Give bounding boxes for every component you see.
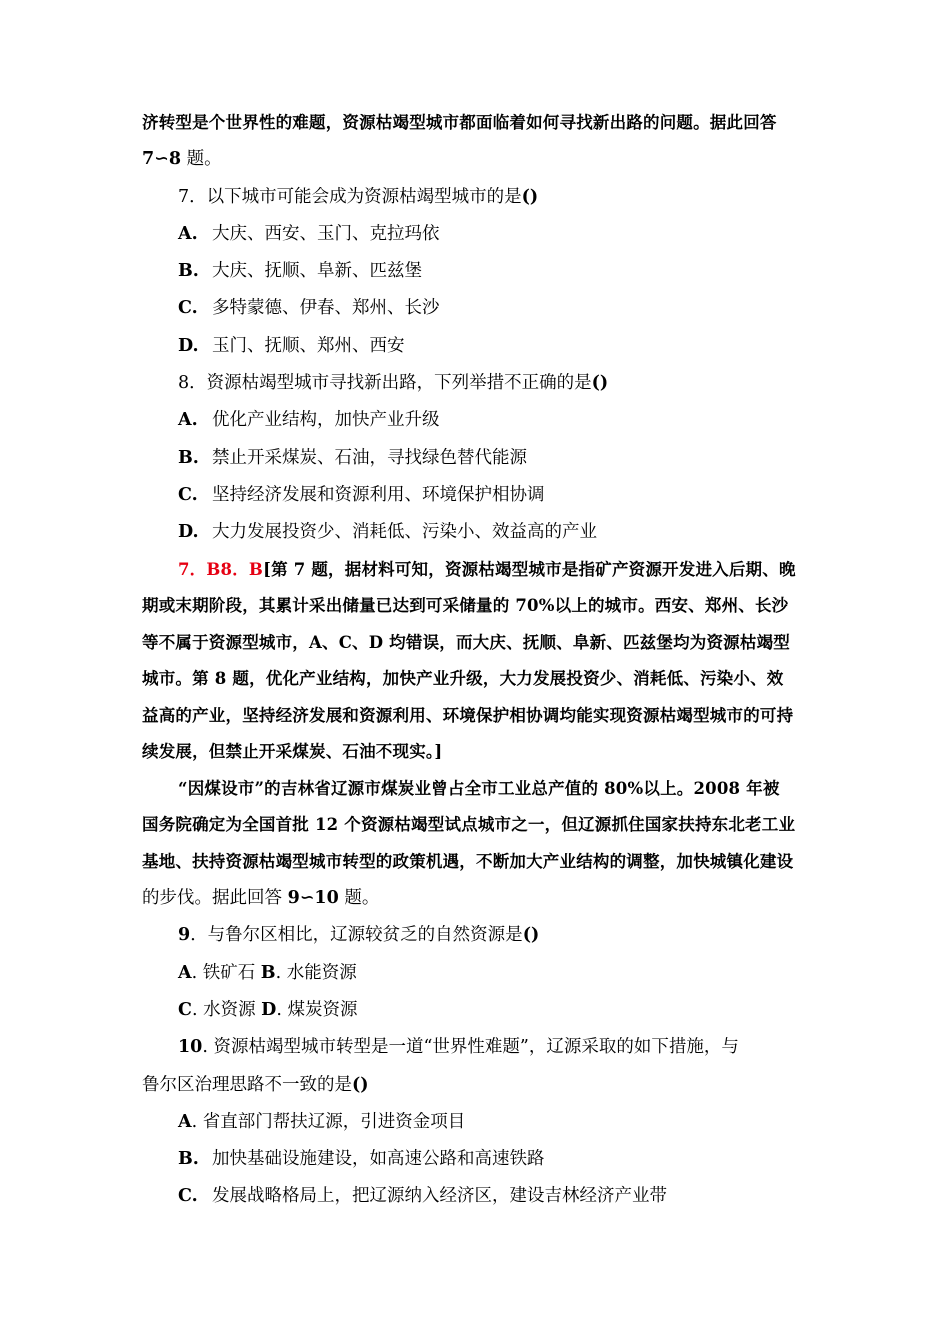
option-text: 大力发展投资少、消耗低、污染小、效益高的产业 xyxy=(212,522,597,543)
option-label: D. xyxy=(178,522,199,543)
question-9-number: 9 xyxy=(178,925,191,946)
q8-option-c xyxy=(142,477,812,514)
intro-question-range: 7∽8 xyxy=(142,149,182,170)
question-8-number: 8 xyxy=(178,373,190,394)
option-label: D xyxy=(261,999,277,1020)
option-label: C. xyxy=(178,484,198,505)
question-8-paren: () xyxy=(591,373,609,394)
option-text: . 省直部门帮扶辽源，引进资金项目 xyxy=(191,1111,466,1132)
q7-option-c xyxy=(142,290,812,327)
answer-7-8-line-3: 等不属于资源型城市，A、C、D 均错误，而大庆、抚顺、阜新、匹兹堡均为资源枯竭型 xyxy=(142,632,790,652)
option-text: . 煤炭资源 xyxy=(276,999,358,1020)
question-10-stem-cont: 鲁尔区治理思路不一致的是 xyxy=(142,1074,352,1095)
intro-suffix: 题。 xyxy=(181,149,222,170)
option-text: 坚持经济发展和资源利用、环境保护相协调 xyxy=(212,484,545,505)
q9-options-row-2 xyxy=(142,992,812,1029)
intro-line-2 xyxy=(142,141,812,178)
option-text: 发展战略格局上，把辽源纳入经济区，建设吉林经济产业带 xyxy=(212,1186,667,1207)
option-text: . 水能资源 xyxy=(275,962,357,983)
option-label: C. xyxy=(178,1186,198,1207)
option-label: B. xyxy=(178,261,199,282)
option-label: B xyxy=(260,962,276,983)
option-text: 多特蒙德、伊春、郑州、长沙 xyxy=(212,298,440,319)
q7-option-d xyxy=(142,328,812,365)
question-10-line-2 xyxy=(142,1067,812,1104)
q8-option-a xyxy=(142,402,812,439)
option-text: 大庆、抚顺、阜新、匹兹堡 xyxy=(212,261,422,282)
q10-option-b xyxy=(142,1141,812,1178)
question-7-stem: ．以下城市可能会成为资源枯竭型城市的是 xyxy=(189,186,522,207)
q8-option-d xyxy=(142,514,812,551)
question-7-paren: () xyxy=(521,186,539,207)
option-text: 大庆、西安、玉门、克拉玛依 xyxy=(212,223,440,244)
option-label: B. xyxy=(178,1149,199,1170)
option-label: A. xyxy=(178,223,198,244)
passage-2-suffix: 题。 xyxy=(338,888,380,909)
option-text: . 水资源 xyxy=(191,999,262,1020)
question-10-stem: . 资源枯竭型城市转型是一道“世界性难题”，辽源采取的如下措施，与 xyxy=(202,1037,739,1058)
answer-7-8-line-5: 益高的产业，坚持经济发展和资源利用、环境保护相协调均能实现资源枯竭型城市的可持 xyxy=(142,705,794,725)
passage-2-line-4 xyxy=(142,880,812,917)
question-8 xyxy=(142,365,812,402)
q7-option-a xyxy=(142,216,812,253)
q10-option-c xyxy=(142,1178,812,1215)
answer-7-8-line-2: 期或末期阶段，其累计采出储量已达到可采储量的 70%以上的城市。西安、郑州、长沙 xyxy=(142,596,789,616)
passage-2-lead: 的步伐。据此回答 xyxy=(142,888,288,909)
question-9-stem: ．与鲁尔区相比，辽源较贫乏的自然资源是 xyxy=(190,925,523,946)
passage-2-line-1: “因煤设市”的吉林省辽源市煤炭业曾占全市工业总产值的 80%以上。2008 年被 xyxy=(178,778,780,798)
q7-option-b xyxy=(142,253,812,290)
question-7-number: 7 xyxy=(178,186,190,207)
option-label: A xyxy=(178,962,192,983)
question-7 xyxy=(142,179,812,216)
answer-7-8-line-6: 续发展，但禁止开采煤炭、石油不现实。] xyxy=(142,742,443,762)
option-label: A. xyxy=(178,410,198,431)
q10-option-a xyxy=(142,1104,812,1141)
question-8-stem: ．资源枯竭型城市寻找新出路，下列举措不正确的是 xyxy=(189,373,592,394)
option-text: 玉门、抚顺、郑州、西安 xyxy=(212,335,405,356)
option-text: 加快基础设施建设，如高速公路和高速铁路 xyxy=(212,1149,545,1170)
option-label: A xyxy=(178,1111,192,1132)
option-text: 禁止开采煤炭、石油，寻找绿色替代能源 xyxy=(212,447,527,468)
question-10 xyxy=(142,1029,812,1066)
option-label: C. xyxy=(178,298,198,319)
passage-2-line-2: 国务院确定为全国首批 12 个资源枯竭型试点城市之一，但辽源抓住国家扶持东北老工业 xyxy=(142,815,796,835)
q8-option-b xyxy=(142,440,812,477)
q9-options-row-1 xyxy=(142,955,812,992)
passage-2-question-range: 9∽10 xyxy=(287,888,339,909)
option-text: 优化产业结构，加快产业升级 xyxy=(212,410,440,431)
intro-line-1: 济转型是个世界性的难题，资源枯竭型城市都面临着如何寻找新出路的问题。据此回答 xyxy=(142,113,777,132)
answer-7-8-line-4: 城市。第 8 题，优化产业结构，加快产业升级，大力发展投资少、消耗低、污染小、效 xyxy=(142,669,784,689)
option-label: D. xyxy=(178,335,199,356)
question-10-number: 10 xyxy=(178,1037,203,1058)
answer-7-8-line-1 xyxy=(142,552,812,589)
question-9-paren: () xyxy=(522,925,540,946)
question-10-paren: () xyxy=(352,1074,369,1095)
document-page xyxy=(142,104,812,1216)
option-label: B. xyxy=(178,447,199,468)
answer-text: [第 7 题，据材料可知，资源枯竭型城市是指矿产资源开发进入后期、晚 xyxy=(263,559,796,579)
option-label: C xyxy=(178,999,192,1020)
option-text: . 铁矿石 xyxy=(191,962,261,983)
question-9 xyxy=(142,917,812,954)
passage-2-line-3: 基地、扶持资源枯竭型城市转型的政策机遇，不断加大产业结构的调整，加快城镇化建设 xyxy=(142,851,794,871)
answer-key: 7．B8．B xyxy=(178,559,264,579)
